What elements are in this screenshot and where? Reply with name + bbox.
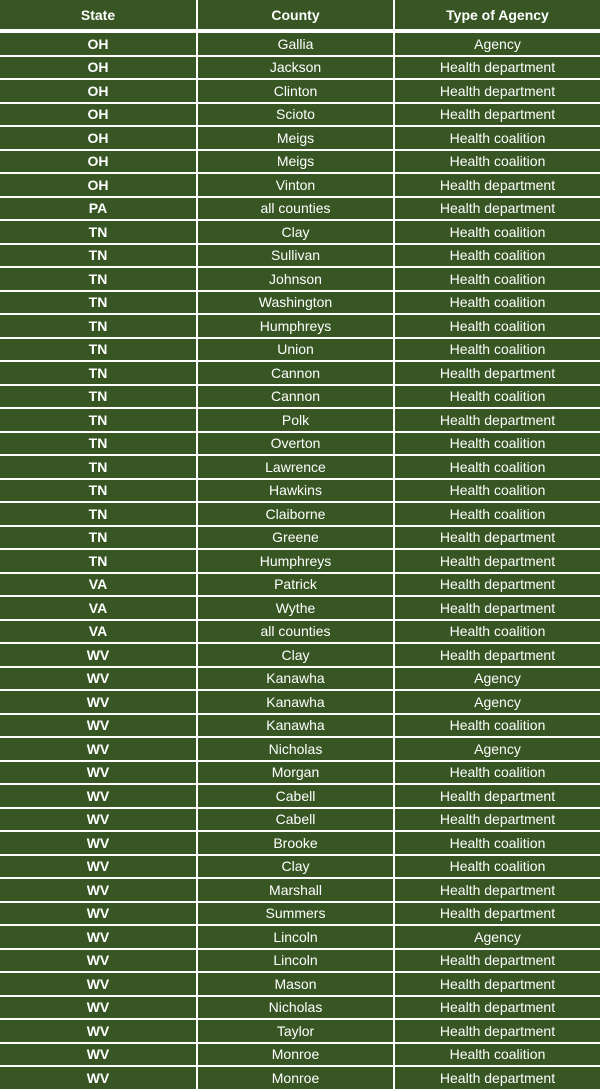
cell-county: Humphreys bbox=[198, 550, 393, 572]
table-row bbox=[0, 1067, 600, 1089]
cell-county: Claiborne bbox=[198, 503, 393, 525]
table-row bbox=[0, 550, 600, 572]
table-row bbox=[0, 1020, 600, 1042]
table-row bbox=[0, 174, 600, 196]
cell-state: WV bbox=[0, 926, 196, 948]
table-row bbox=[0, 879, 600, 901]
cell-state: WV bbox=[0, 738, 196, 760]
cell-state: WV bbox=[0, 832, 196, 854]
cell-agency-type: Health coalition bbox=[395, 480, 600, 502]
cell-state: TN bbox=[0, 339, 196, 361]
cell-county: Clinton bbox=[198, 80, 393, 102]
table-row bbox=[0, 33, 600, 55]
cell-agency-type: Health department bbox=[395, 550, 600, 572]
cell-state: TN bbox=[0, 221, 196, 243]
table-row bbox=[0, 574, 600, 596]
cell-state: VA bbox=[0, 621, 196, 643]
cell-state: WV bbox=[0, 715, 196, 737]
cell-agency-type: Health coalition bbox=[395, 292, 600, 314]
table-row bbox=[0, 997, 600, 1019]
cell-county: Clay bbox=[198, 221, 393, 243]
table-row bbox=[0, 456, 600, 478]
cell-agency-type: Health department bbox=[395, 997, 600, 1019]
table-row bbox=[0, 527, 600, 549]
cell-agency-type: Health department bbox=[395, 597, 600, 619]
cell-state: TN bbox=[0, 245, 196, 267]
cell-county: Meigs bbox=[198, 127, 393, 149]
cell-county: Washington bbox=[198, 292, 393, 314]
header-county: County bbox=[198, 0, 393, 29]
cell-state: TN bbox=[0, 315, 196, 337]
cell-agency-type: Agency bbox=[395, 668, 600, 690]
cell-state: WV bbox=[0, 1044, 196, 1066]
cell-agency-type: Health coalition bbox=[395, 456, 600, 478]
cell-state: TN bbox=[0, 527, 196, 549]
cell-state: TN bbox=[0, 480, 196, 502]
cell-state: WV bbox=[0, 997, 196, 1019]
cell-agency-type: Health coalition bbox=[395, 1044, 600, 1066]
table-row bbox=[0, 198, 600, 220]
table-row bbox=[0, 691, 600, 713]
cell-agency-type: Health coalition bbox=[395, 503, 600, 525]
cell-agency-type: Health department bbox=[395, 950, 600, 972]
cell-state: OH bbox=[0, 33, 196, 55]
table-row bbox=[0, 715, 600, 737]
cell-county: Kanawha bbox=[198, 668, 393, 690]
cell-agency-type: Health department bbox=[395, 198, 600, 220]
cell-county: Polk bbox=[198, 409, 393, 431]
cell-county: Gallia bbox=[198, 33, 393, 55]
cell-county: Greene bbox=[198, 527, 393, 549]
cell-agency-type: Health department bbox=[395, 104, 600, 126]
cell-state: OH bbox=[0, 151, 196, 173]
cell-agency-type: Health department bbox=[395, 644, 600, 666]
cell-state: TN bbox=[0, 362, 196, 384]
cell-agency-type: Health department bbox=[395, 57, 600, 79]
cell-state: OH bbox=[0, 127, 196, 149]
table-row bbox=[0, 127, 600, 149]
cell-county: Patrick bbox=[198, 574, 393, 596]
cell-state: WV bbox=[0, 950, 196, 972]
cell-agency-type: Agency bbox=[395, 926, 600, 948]
cell-agency-type: Health department bbox=[395, 879, 600, 901]
cell-state: TN bbox=[0, 503, 196, 525]
cell-county: Marshall bbox=[198, 879, 393, 901]
table-row bbox=[0, 104, 600, 126]
cell-county: Sullivan bbox=[198, 245, 393, 267]
cell-county: Lincoln bbox=[198, 950, 393, 972]
cell-state: TN bbox=[0, 268, 196, 290]
cell-county: Clay bbox=[198, 644, 393, 666]
cell-county: Monroe bbox=[198, 1044, 393, 1066]
table-row bbox=[0, 80, 600, 102]
cell-state: VA bbox=[0, 574, 196, 596]
cell-county: Clay bbox=[198, 856, 393, 878]
cell-county: Nicholas bbox=[198, 997, 393, 1019]
table-header-row bbox=[0, 0, 600, 29]
cell-state: TN bbox=[0, 456, 196, 478]
header-type-of-agency: Type of Agency bbox=[395, 0, 600, 29]
cell-agency-type: Health department bbox=[395, 574, 600, 596]
cell-county: Kanawha bbox=[198, 715, 393, 737]
cell-county: Lawrence bbox=[198, 456, 393, 478]
cell-county: Union bbox=[198, 339, 393, 361]
cell-state: WV bbox=[0, 691, 196, 713]
cell-county: Brooke bbox=[198, 832, 393, 854]
cell-county: Overton bbox=[198, 433, 393, 455]
cell-county: Taylor bbox=[198, 1020, 393, 1042]
table-row bbox=[0, 480, 600, 502]
cell-agency-type: Health coalition bbox=[395, 268, 600, 290]
table-row bbox=[0, 151, 600, 173]
cell-state: TN bbox=[0, 409, 196, 431]
table-row bbox=[0, 950, 600, 972]
cell-county: Morgan bbox=[198, 762, 393, 784]
cell-agency-type: Health department bbox=[395, 80, 600, 102]
cell-state: WV bbox=[0, 856, 196, 878]
cell-county: all counties bbox=[198, 621, 393, 643]
table-row bbox=[0, 362, 600, 384]
cell-agency-type: Health coalition bbox=[395, 832, 600, 854]
cell-county: Jackson bbox=[198, 57, 393, 79]
cell-agency-type: Agency bbox=[395, 691, 600, 713]
cell-agency-type: Health department bbox=[395, 809, 600, 831]
table-row bbox=[0, 221, 600, 243]
cell-county: Cannon bbox=[198, 362, 393, 384]
table-row bbox=[0, 903, 600, 925]
cell-county: Johnson bbox=[198, 268, 393, 290]
table-row bbox=[0, 245, 600, 267]
table-row bbox=[0, 973, 600, 995]
cell-county: Kanawha bbox=[198, 691, 393, 713]
cell-county: Hawkins bbox=[198, 480, 393, 502]
cell-county: Wythe bbox=[198, 597, 393, 619]
cell-state: WV bbox=[0, 879, 196, 901]
cell-state: WV bbox=[0, 762, 196, 784]
cell-agency-type: Health department bbox=[395, 174, 600, 196]
cell-state: WV bbox=[0, 903, 196, 925]
cell-agency-type: Health coalition bbox=[395, 315, 600, 337]
cell-state: OH bbox=[0, 174, 196, 196]
cell-agency-type: Health department bbox=[395, 527, 600, 549]
table-row bbox=[0, 668, 600, 690]
cell-agency-type: Health coalition bbox=[395, 621, 600, 643]
cell-state: WV bbox=[0, 1067, 196, 1089]
cell-agency-type: Health coalition bbox=[395, 127, 600, 149]
table-row bbox=[0, 785, 600, 807]
cell-county: Cabell bbox=[198, 809, 393, 831]
cell-agency-type: Agency bbox=[395, 738, 600, 760]
cell-agency-type: Health department bbox=[395, 973, 600, 995]
table-row bbox=[0, 292, 600, 314]
cell-county: Lincoln bbox=[198, 926, 393, 948]
cell-agency-type: Agency bbox=[395, 33, 600, 55]
cell-state: WV bbox=[0, 1020, 196, 1042]
cell-state: WV bbox=[0, 668, 196, 690]
cell-county: Nicholas bbox=[198, 738, 393, 760]
cell-state: TN bbox=[0, 386, 196, 408]
cell-agency-type: Health coalition bbox=[395, 151, 600, 173]
table-row bbox=[0, 621, 600, 643]
cell-state: OH bbox=[0, 80, 196, 102]
cell-agency-type: Health coalition bbox=[395, 245, 600, 267]
cell-agency-type: Health coalition bbox=[395, 386, 600, 408]
cell-agency-type: Health department bbox=[395, 409, 600, 431]
cell-agency-type: Health coalition bbox=[395, 221, 600, 243]
cell-agency-type: Health coalition bbox=[395, 715, 600, 737]
table-row bbox=[0, 386, 600, 408]
table-body bbox=[0, 33, 600, 1089]
table-row bbox=[0, 433, 600, 455]
cell-agency-type: Health coalition bbox=[395, 433, 600, 455]
cell-state: PA bbox=[0, 198, 196, 220]
cell-county: Summers bbox=[198, 903, 393, 925]
table-row bbox=[0, 926, 600, 948]
cell-county: Cabell bbox=[198, 785, 393, 807]
table-row bbox=[0, 503, 600, 525]
cell-state: WV bbox=[0, 973, 196, 995]
cell-county: Monroe bbox=[198, 1067, 393, 1089]
cell-agency-type: Health coalition bbox=[395, 762, 600, 784]
cell-state: TN bbox=[0, 433, 196, 455]
table-row bbox=[0, 738, 600, 760]
cell-county: Humphreys bbox=[198, 315, 393, 337]
table-row bbox=[0, 809, 600, 831]
table-row bbox=[0, 644, 600, 666]
cell-state: VA bbox=[0, 597, 196, 619]
cell-agency-type: Health coalition bbox=[395, 339, 600, 361]
cell-state: OH bbox=[0, 104, 196, 126]
cell-agency-type: Health department bbox=[395, 362, 600, 384]
table-row bbox=[0, 315, 600, 337]
cell-agency-type: Health coalition bbox=[395, 856, 600, 878]
cell-agency-type: Health department bbox=[395, 1020, 600, 1042]
table-row bbox=[0, 268, 600, 290]
cell-agency-type: Health department bbox=[395, 1067, 600, 1089]
table-row bbox=[0, 597, 600, 619]
cell-county: Meigs bbox=[198, 151, 393, 173]
cell-county: Scioto bbox=[198, 104, 393, 126]
table-row bbox=[0, 1044, 600, 1066]
cell-county: Vinton bbox=[198, 174, 393, 196]
cell-state: OH bbox=[0, 57, 196, 79]
table-row bbox=[0, 409, 600, 431]
cell-county: Mason bbox=[198, 973, 393, 995]
cell-state: WV bbox=[0, 785, 196, 807]
table-row bbox=[0, 57, 600, 79]
cell-state: TN bbox=[0, 550, 196, 572]
cell-state: WV bbox=[0, 809, 196, 831]
header-state: State bbox=[0, 0, 196, 29]
cell-agency-type: Health department bbox=[395, 785, 600, 807]
table-row bbox=[0, 339, 600, 361]
cell-state: TN bbox=[0, 292, 196, 314]
table-row bbox=[0, 832, 600, 854]
cell-county: Cannon bbox=[198, 386, 393, 408]
cell-state: WV bbox=[0, 644, 196, 666]
cell-agency-type: Health department bbox=[395, 903, 600, 925]
cell-county: all counties bbox=[198, 198, 393, 220]
table-row bbox=[0, 856, 600, 878]
table-row bbox=[0, 762, 600, 784]
